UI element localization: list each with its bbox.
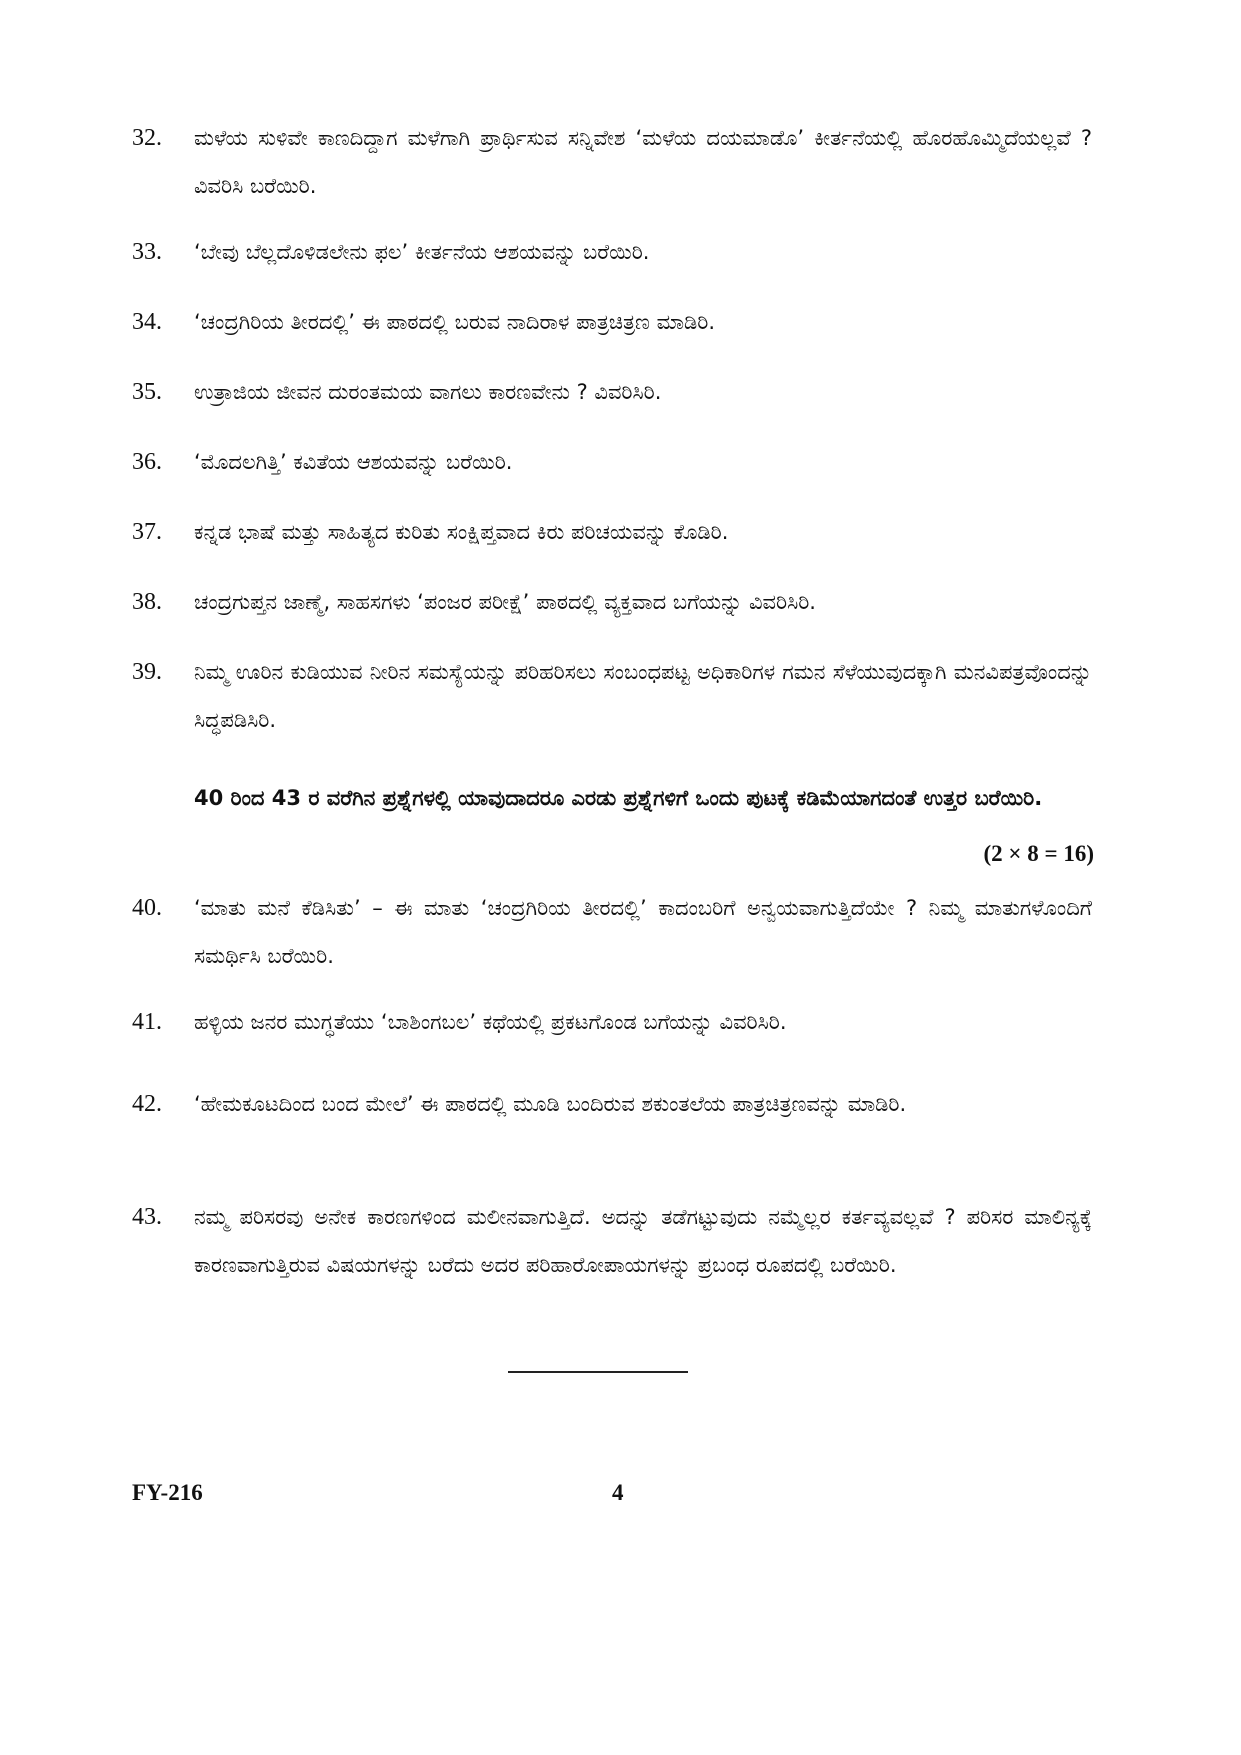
section-marks: (2 × 8 = 16) xyxy=(983,841,1094,866)
question-text: ಹಳ್ಳಿಯ ಜನರ ಮುಗ್ಧತೆಯು ‘ಬಾಶಿಂಗಬಲ’ ಕಥೆಯಲ್ಲಿ ಪ್ರಕಟಗೊಂಡ ಬಗೆಯನ್ನು ವಿವರಿಸಿರಿ. xyxy=(194,1010,787,1034)
question-number: 39. xyxy=(132,659,162,685)
question-text: ಕನ್ನಡ ಭಾಷೆ ಮತ್ತು ಸಾಹಿತ್ಯದ ಕುರಿತು ಸಂಕ್ಷಿಪ್ತವಾದ ಕಿರು ಪರಿಚಯವನ್ನು ಕೊಡಿರಿ. xyxy=(194,520,729,544)
section-instruction-text: 40 ರಿಂದ 43 ರ ವರೆಗಿನ ಪ್ರಶ್ನೆಗಳಲ್ಲಿ ಯಾವುದಾದರೂ ಎರಡು ಪ್ರಶ್ನೆಗಳಿಗೆ ಒಂದು ಪುಟಕ್ಕೆ ಕಡಿಮೆಯಾಗದಂತೆ ಉತ್ತರ ಬರೆಯಿರಿ. xyxy=(194,786,1043,810)
question-text: ‘ಚಂದ್ರಗಿರಿಯ ತೀರದಲ್ಲಿ’ ಈ ಪಾಠದಲ್ಲಿ ಬರುವ ನಾದಿರಾಳ ಪಾತ್ರಚಿತ್ರಣ ಮಾಡಿರಿ. xyxy=(194,310,716,334)
question-number: 32. xyxy=(132,125,162,151)
question-text: ಮಳೆಯ ಸುಳಿವೇ ಕಾಣದಿದ್ದಾಗ ಮಳೆಗಾಗಿ ಪ್ರಾರ್ಥಿಸುವ ಸನ್ನಿವೇಶ ‘ಮಳೆಯ ದಯಮಾಡೊ’ ಕೀರ್ತನೆಯಲ್ಲಿ ಹೊರಹೊಮ್ಮಿದೆಯಲ್ಲವೆ ? ವಿವರಿಸಿ ಬರೆಯಿರಿ. xyxy=(194,126,1092,198)
question-text: ‘ಮೊದಲಗಿತ್ತಿ’ ಕವಿತೆಯ ಆಶಯವನ್ನು ಬರೆಯಿರಿ. xyxy=(194,450,513,474)
question-text: ‘ಮಾತು ಮನೆ ಕೆಡಿಸಿತು’ – ಈ ಮಾತು ‘ಚಂದ್ರಗಿರಿಯ ತೀರದಲ್ಲಿ’ ಕಾದಂಬರಿಗೆ ಅನ್ವಯವಾಗುತ್ತಿದೆಯೇ ? ನಿಮ್ಮ ಮಾತುಗಳೊಂದಿಗೆ ಸಮರ್ಥಿಸಿ ಬರೆಯಿರಿ. xyxy=(194,896,1092,968)
question-number: 37. xyxy=(132,519,162,545)
section-instruction xyxy=(194,770,1094,882)
question-number: 38. xyxy=(132,589,162,615)
question-number: 41. xyxy=(132,1009,162,1035)
question-number: 40. xyxy=(132,895,162,921)
question-number: 42. xyxy=(132,1091,162,1117)
question-number: 33. xyxy=(132,239,162,265)
end-divider xyxy=(508,1371,688,1373)
question-text: ಉತ್ರಾಜಿಯ ಜೀವನ ದುರಂತಮಯ ವಾಗಲು ಕಾರಣವೇನು ? ವಿವರಿಸಿರಿ. xyxy=(194,380,662,404)
question-number: 35. xyxy=(132,379,162,405)
question-text: ನಮ್ಮ ಪರಿಸರವು ಅನೇಕ ಕಾರಣಗಳಿಂದ ಮಲೀನವಾಗುತ್ತಿದೆ. ಅದನ್ನು ತಡೆಗಟ್ಟುವುದು ನಮ್ಮೆಲ್ಲರ ಕರ್ತವ್ಯವಲ್ಲವೆ ? ಪರಿಸರ ಮಾಲಿನ್ಯಕ್ಕೆ ಕಾರಣವಾಗುತ್ತಿರುವ ವಿಷಯಗಳನ್ನು ಬರೆದು ಅದರ ಪರಿಹಾರೋಪಾಯಗಳನ್ನು ಪ್ರಬಂಧ ರೂಪದಲ್ಲಿ ಬರೆಯಿರಿ. xyxy=(194,1205,1092,1277)
question-text: ‘ಬೇವು ಬೆಲ್ಲದೊಳಿಡಲೇನು ಫಲ’ ಕೀರ್ತನೆಯ ಆಶಯವನ್ನು ಬರೆಯಿರಿ. xyxy=(194,240,650,264)
question-text: ನಿಮ್ಮ ಊರಿನ ಕುಡಿಯುವ ನೀರಿನ ಸಮಸ್ಯೆಯನ್ನು ಪರಿಹರಿಸಲು ಸಂಬಂಧಪಟ್ಟ ಅಧಿಕಾರಿಗಳ ಗಮನ ಸೆಳೆಯುವುದಕ್ಕಾಗಿ ಮನವಿಪತ್ರವೊಂದನ್ನು ಸಿದ್ಧಪಡಿಸಿರಿ. xyxy=(194,660,1092,732)
question-number: 36. xyxy=(132,449,162,475)
question-number: 43. xyxy=(132,1204,162,1230)
paper-code: FY-216 xyxy=(132,1480,203,1505)
question-number: 34. xyxy=(132,309,162,335)
page-number: 4 xyxy=(612,1480,624,1505)
question-text: ಚಂದ್ರಗುಪ್ತನ ಜಾಣ್ಮೆ, ಸಾಹಸಗಳು ‘ಪಂಜರ ಪರೀಕ್ಷೆ’ ಪಾಠದಲ್ಲಿ ವ್ಯಕ್ತವಾದ ಬಗೆಯನ್ನು ವಿವರಿಸಿರಿ. xyxy=(194,590,816,614)
question-text: ‘ಹೇಮಕೂಟದಿಂದ ಬಂದ ಮೇಲೆ’ ಈ ಪಾಠದಲ್ಲಿ ಮೂಡಿ ಬಂದಿರುವ ಶಕುಂತಲೆಯ ಪಾತ್ರಚಿತ್ರಣವನ್ನು ಮಾಡಿರಿ. xyxy=(194,1092,907,1116)
